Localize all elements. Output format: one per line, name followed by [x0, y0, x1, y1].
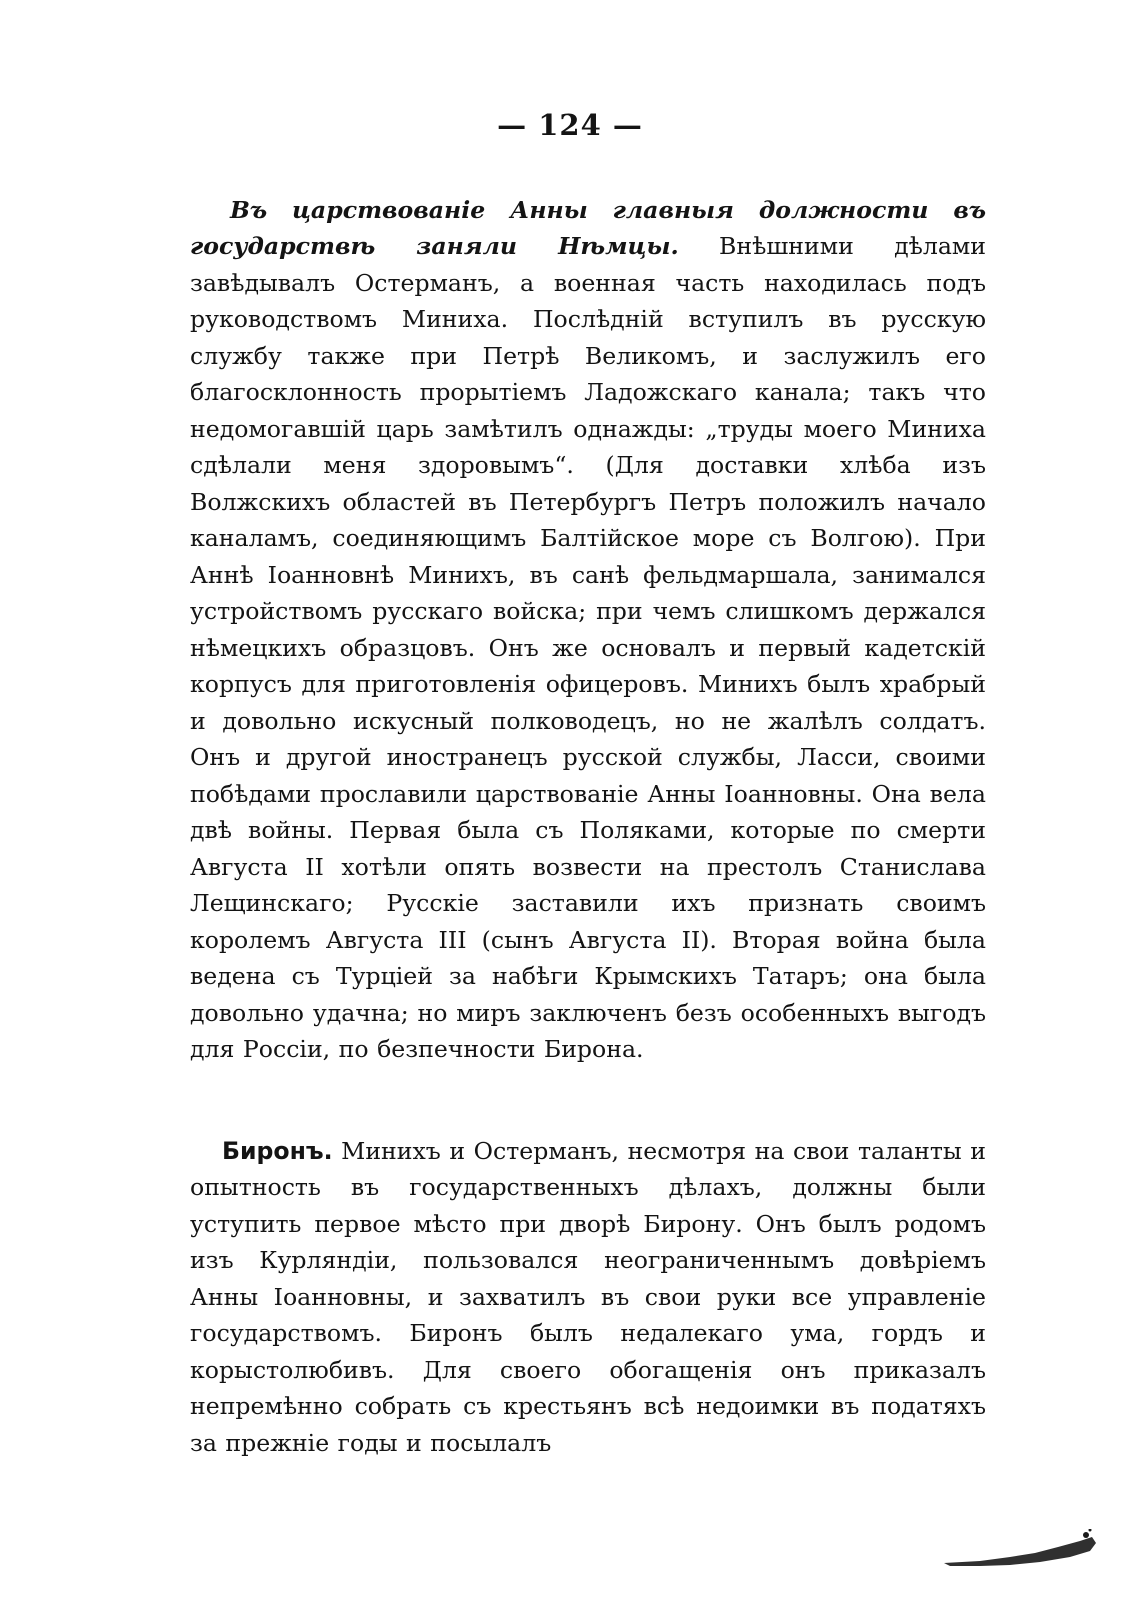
- paragraph-1: [190, 192, 986, 1068]
- paragraph-1-italic-lead: Въ царствованіе Анны главныя должности въ государствѣ заняли Нѣмцы.: [190, 195, 986, 261]
- page-number-text: — 124 —: [497, 108, 643, 142]
- paragraph-2: [190, 1133, 986, 1462]
- scan-ink-smudge: [940, 1529, 1100, 1569]
- page-number: [0, 108, 1140, 142]
- paragraph-2-heading: Биронъ.: [222, 1136, 333, 1165]
- paragraph-1-body: Внѣшними дѣлами завѣдывалъ Остерманъ, а военная часть находилась подъ руководствомъ Миниха. Послѣдній вступилъ въ русскую службу также при Петрѣ Великомъ, и заслужилъ его благосклонность прорытіемъ Ладожскаго канала; такъ что недомогавшій царь замѣтилъ однажды: „труды моего Миниха сдѣлали меня здоровымъ“. (Для доставки хлѣба изъ Волжскихъ областей въ Петербургъ Петръ положилъ начало каналамъ, соединяющимъ Балтійское море съ Волгою). При Аннѣ Іоанновнѣ Минихъ, въ санѣ фельдмаршала, занимался устройствомъ русскаго войска; при чемъ слишкомъ держался нѣмецкихъ образцовъ. Онъ же основалъ и первый кадетскій корпусъ для приготовленія офицеровъ. Минихъ былъ храбрый и довольно искусный полководецъ, но не жалѣлъ солдатъ. Онъ и другой иностранецъ русской службы, Ласси, своими побѣдами прославили царствованіе Анны Іоанновны. Она вела двѣ войны. Первая была съ Поляками, которые по смерти Августа II хотѣли опять возвести на престолъ Станислава Лещинскаго; Русскіе заставили ихъ признать своимъ королемъ Августа III (сынъ Августа II). Вторая война была ведена съ Турціей за набѣги Крымскихъ Татаръ; она была довольно удачна; но миръ заключенъ безъ особенныхъ выгодъ для Россіи, по безпечности Бирона.: [190, 232, 986, 1064]
- paragraph-2-body: Минихъ и Остерманъ, несмотря на свои таланты и опытность въ государственныхъ дѣлахъ, должны были уступить первое мѣсто при дворѣ Бирону. Онъ былъ родомъ изъ Курляндіи, пользовался неограниченнымъ довѣріемъ Анны Іоанновны, и захватилъ въ свои руки все управленіе государствомъ. Биронъ былъ недалекаго ума, гордъ и корыстолюбивъ. Для своего обогащенія онъ приказалъ непремѣнно собрать съ крестьянъ всѣ недоимки въ податяхъ за прежніе годы и посылалъ: [190, 1136, 986, 1457]
